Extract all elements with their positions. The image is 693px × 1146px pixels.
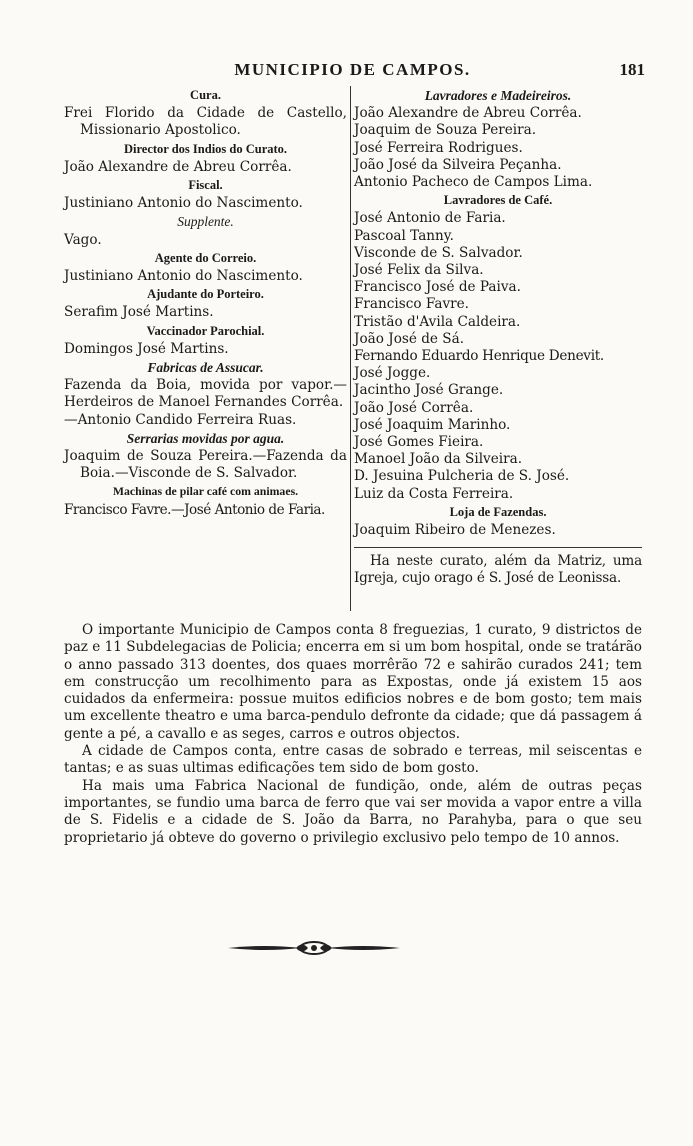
list-item: Domingos José Martins.	[64, 340, 229, 357]
list-item: Boia.—Visconde de S. Salvador.	[80, 465, 298, 482]
list-item: José Ferreira Rodrigues.	[354, 139, 523, 156]
list-item: João José de Sá.	[354, 330, 465, 347]
section-heading: Director dos Indios do Curato.	[123, 141, 288, 156]
list-item: Joaquim de Souza Pereira.	[354, 122, 537, 139]
section-machinas	[64, 483, 347, 518]
list-item: Joaquim de Souza Pereira.—Fazenda da	[64, 448, 347, 465]
list-item: José Jogge.	[354, 365, 431, 382]
list-item: Frei Florido da Cidade de Castello,	[64, 105, 347, 122]
page-title: MUNICIPIO DE CAMPOS.	[234, 60, 471, 79]
curato-note: Ha neste curato, além da Matriz, uma Igreja, cujo orago é S. José de Leonissa.	[354, 553, 642, 587]
list-item: João Alexandre de Abreu Corrêa.	[64, 158, 292, 175]
list-item: Missionario Apostolico.	[80, 122, 241, 139]
section-heading: Serrarias movidas por agua.	[126, 430, 285, 446]
list-item: José Felix da Silva.	[354, 262, 484, 279]
list-item: José Antonio de Faria.	[354, 210, 506, 227]
section-heading: Fabricas de Assucar.	[147, 360, 264, 376]
section-supplente	[64, 213, 347, 248]
section-heading: Fiscal.	[188, 178, 223, 193]
list-item: Joaquim Ribeiro de Menezes.	[354, 522, 556, 539]
decorative-ornament	[226, 938, 402, 958]
curato-note-block	[354, 547, 642, 587]
list-item: Fernando Eduardo Henrique Denevit.	[354, 348, 604, 365]
list-item: João Alexandre de Abreu Corrêa.	[354, 105, 582, 122]
two-column-listing	[64, 86, 642, 616]
list-item: José Gomes Fieira.	[354, 434, 484, 451]
section-serrarias	[64, 430, 347, 483]
section-cura	[64, 87, 347, 140]
paragraph: O importante Municipio de Campos conta 8 freguezias, 1 curato, 9 districtos de paz e 11 Subdelegacias de Policia; encerra em si um bom hospital, onde se tratárão o anno passado 313 doentes, dos quaes morrêrão 72 e sahirão curados 241; tem em construcção um recolhimento para as Expostas, onde já existem 15 aos cuidados da enfermeira: possue muitos edificios nobres e de bom gosto; tem mais um excellente theatro e uma barca-pendulo defronte da cidade; que dá passagem á gente a pé, a cavallo e as seges, carros e outros objectos.	[64, 622, 642, 742]
section-agente	[64, 250, 347, 285]
list-item: Visconde de S. Salvador.	[354, 244, 523, 261]
list-item: José Joaquim Marinho.	[354, 416, 511, 433]
running-header	[60, 58, 645, 84]
section-fabricas	[64, 359, 347, 429]
list-item: Fazenda da Boia, movida por vapor.—	[64, 377, 347, 394]
list-item: Justiniano Antonio do Nascimento.	[64, 195, 303, 212]
section-heading: Machinas de pilar café com animaes.	[112, 484, 299, 499]
column-divider	[350, 86, 351, 611]
list-item: Jacintho José Grange.	[354, 382, 504, 399]
paragraph: A cidade de Campos conta, entre casas de sobrado e terreas, mil seiscentas e tantas; e as suas ultimas edificações tem sido de bom gosto.	[64, 743, 642, 777]
list-item: Pascoal Tanny.	[354, 227, 455, 244]
right-column	[354, 86, 642, 588]
left-column	[64, 86, 347, 519]
section-heading: Agente do Correio.	[154, 250, 257, 265]
list-item: Tristão d'Avila Caldeira.	[354, 313, 521, 330]
list-item: Justiniano Antonio do Nascimento.	[64, 268, 303, 285]
section-heading: Supplente.	[177, 214, 234, 230]
list-item: Antonio Pacheco de Campos Lima.	[354, 174, 593, 191]
section-fiscal	[64, 177, 347, 212]
list-item: Manoel João da Silveira.	[354, 451, 523, 468]
list-item: João José da Silveira Peçanha.	[354, 156, 562, 173]
section-heading: Lavradores e Madeireiros.	[424, 88, 572, 103]
list-item: D. Jesuina Pulcheria de S. José.	[354, 468, 570, 485]
page-number: 181	[619, 60, 645, 79]
section-heading: Vaccinador Parochial.	[146, 323, 265, 338]
list-item: —Antonio Candido Ferreira Ruas.	[64, 411, 297, 428]
section-vaccinador	[64, 323, 347, 358]
list-item: Francisco Favre.—José Antonio de Faria.	[64, 501, 325, 518]
list-item: Luiz da Costa Ferreira.	[354, 485, 514, 502]
section-heading: Cura.	[190, 88, 221, 102]
list-item: Francisco José de Paiva.	[354, 279, 521, 296]
list-item: Serafim José Martins.	[64, 304, 214, 321]
section-ajudante	[64, 286, 347, 321]
section-heading: Ajudante do Porteiro.	[147, 287, 264, 302]
section-heading: Loja de Fazendas.	[449, 504, 547, 519]
section-lavradores-cafe	[354, 192, 642, 503]
list-item: Francisco Favre.	[354, 296, 470, 313]
list-item: Vago.	[64, 231, 102, 248]
section-loja	[354, 504, 642, 539]
list-item: Herdeiros de Manoel Fernandes Corrêa.	[64, 394, 344, 411]
section-heading: Lavradores de Café.	[443, 193, 553, 208]
body-text	[64, 622, 642, 847]
section-director	[64, 141, 347, 176]
paragraph: Ha mais uma Fabrica Nacional de fundição, onde, além de outras peças importantes, se fundio uma barca de ferro que vai ser movida a vapor entre a villa de S. Fidelis e a cidade de S. João da Barra, no Parahyba, para o que seu proprietario já obteve do governo o privilegio exclusivo pelo tempo de 10 annos.	[64, 777, 642, 846]
list-item: João José Corrêa.	[354, 399, 474, 416]
section-lavradores-madeireiros	[354, 87, 642, 191]
